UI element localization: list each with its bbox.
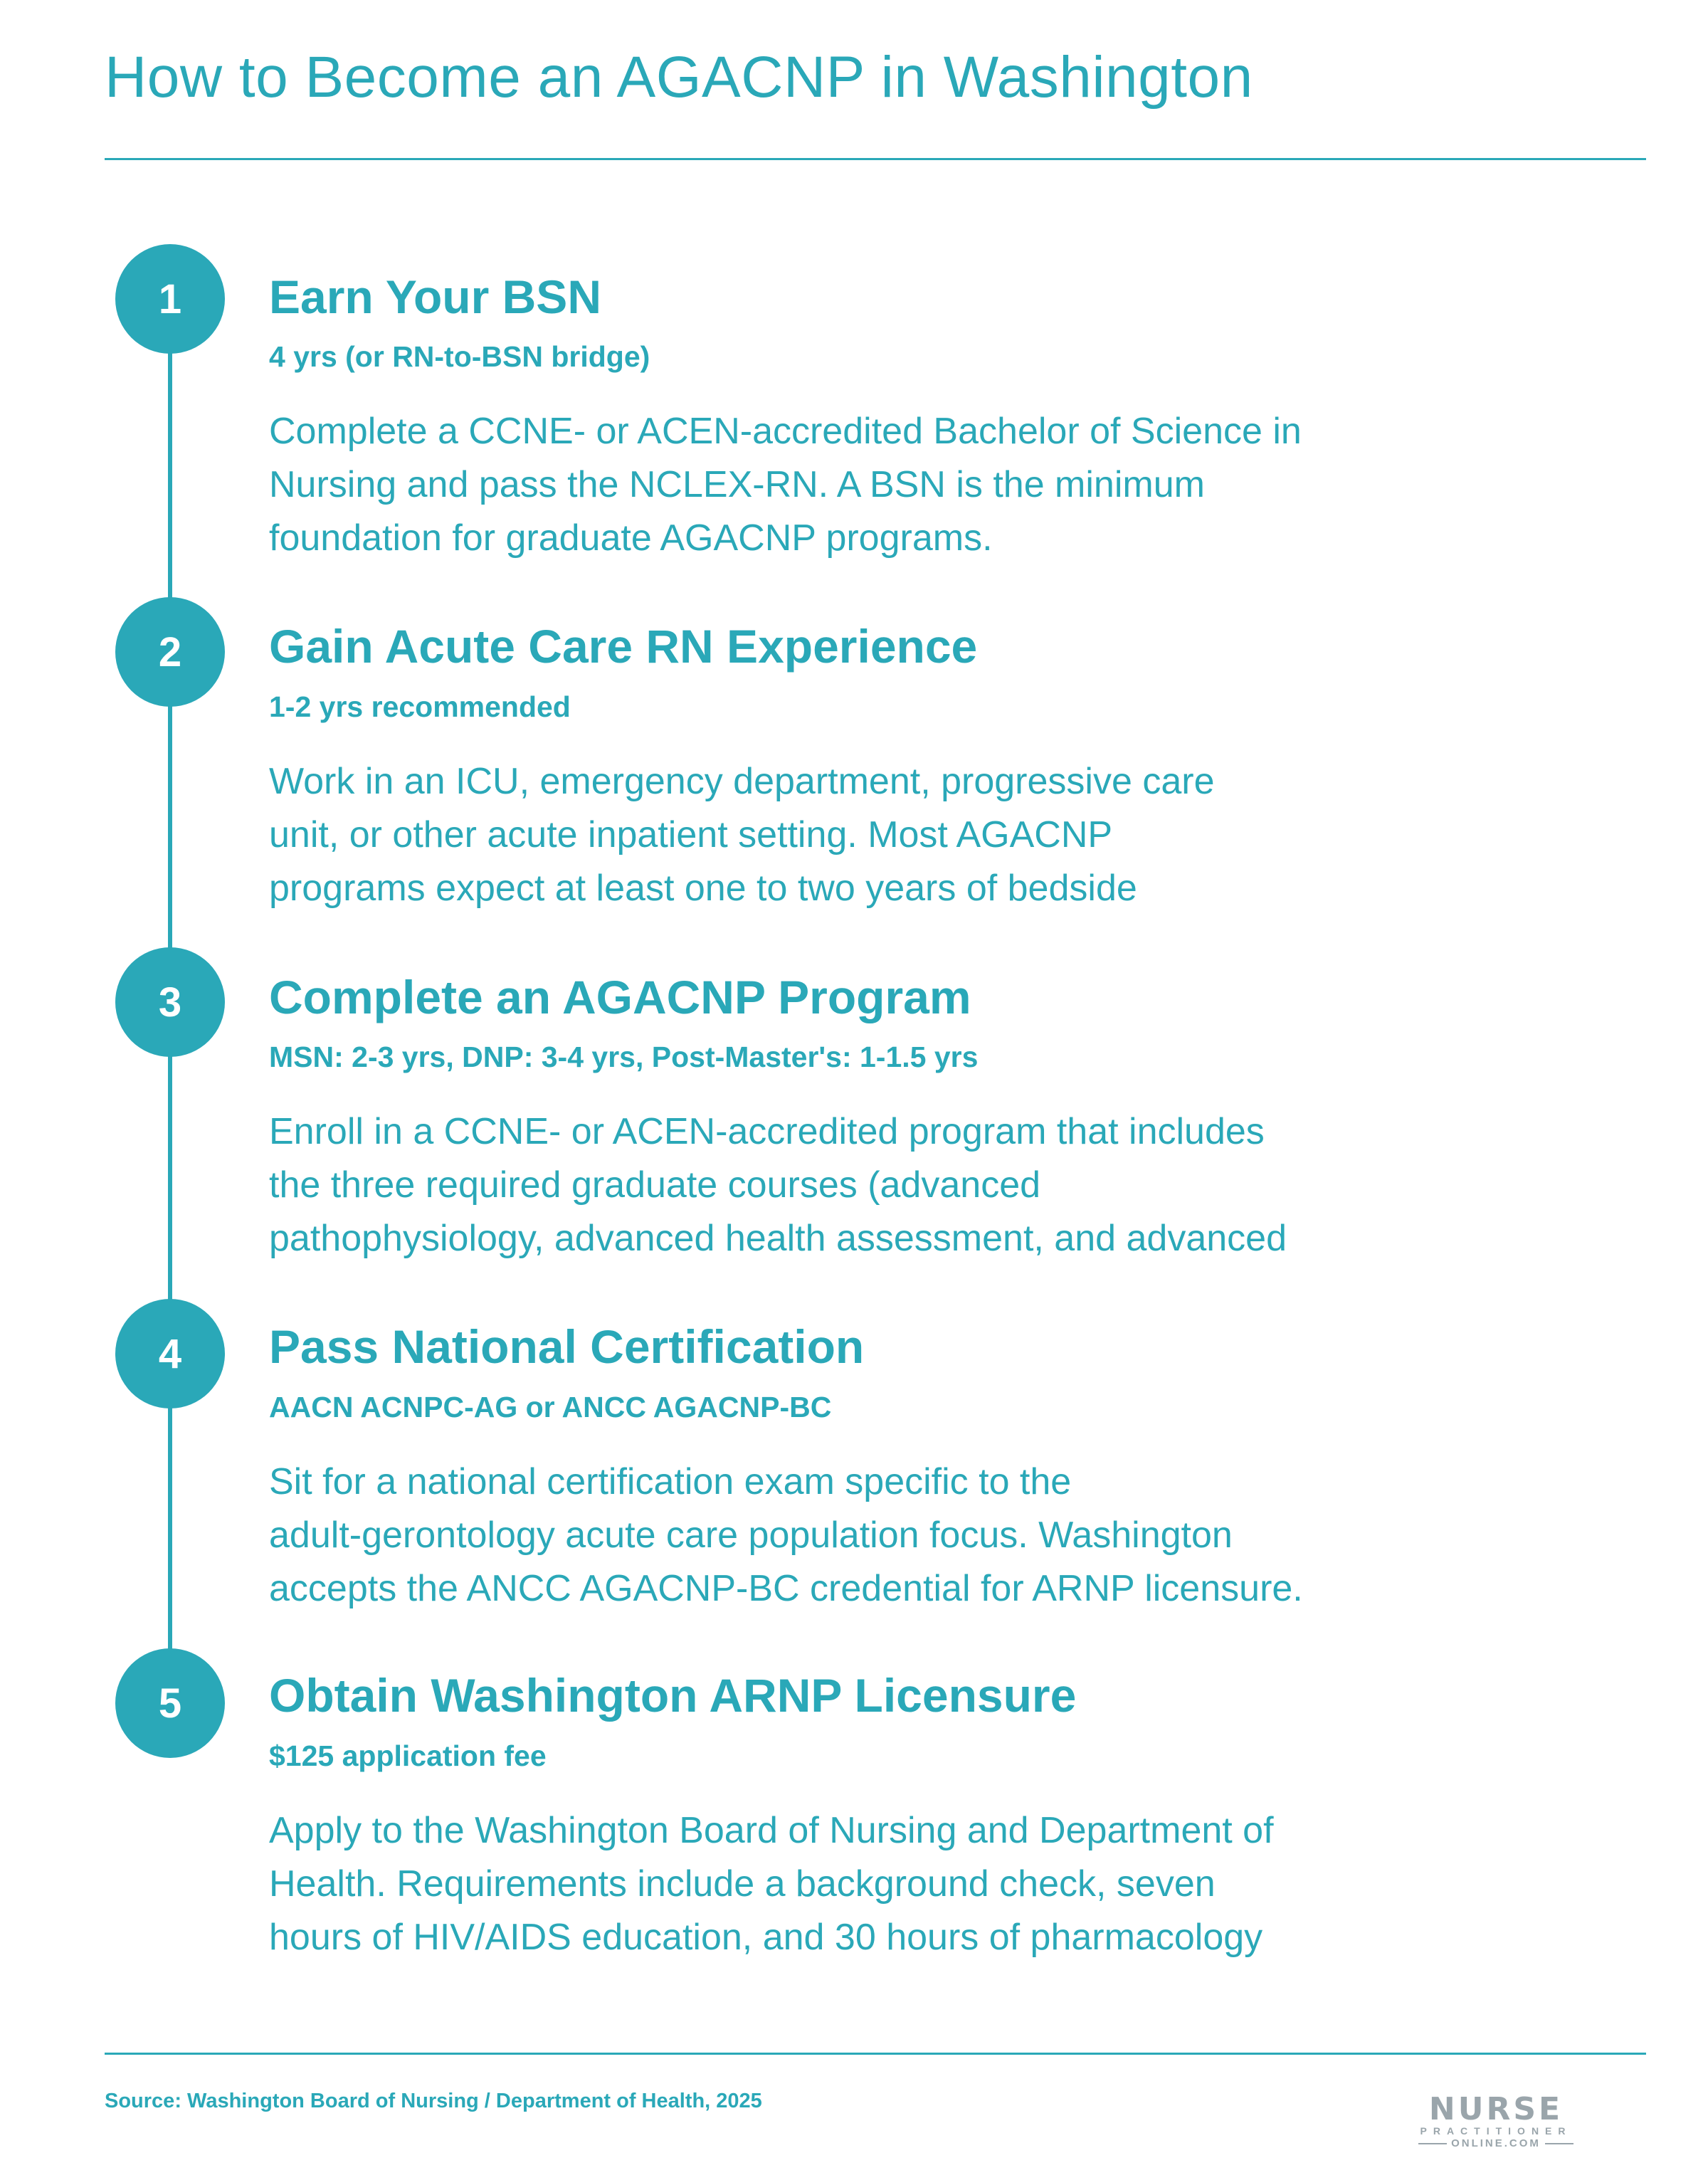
step-description-line: foundation for graduate AGACNP programs. (269, 517, 993, 559)
logo-dash-left (1418, 2143, 1447, 2144)
step-number-circle: 5 (115, 1648, 225, 1758)
step-description (269, 755, 1450, 915)
step-subtitle: AACN ACNPC-AG or ANCC AGACNP-BC (269, 1391, 832, 1423)
step-description-line: Apply to the Washington Board of Nursing and Department of (269, 1810, 1274, 1851)
logo-word-nurse: NURSE (1428, 2091, 1564, 2127)
step-subtitle: MSN: 2-3 yrs, DNP: 3-4 yrs, Post-Master's: 1-1.5 yrs (269, 1041, 979, 1073)
page-title: How to Become an AGACNP in Washington (105, 45, 1253, 110)
step-description-line: Nursing and pass the NCLEX-RN. A BSN is the minimum (269, 464, 1205, 505)
step-number-circle: 3 (115, 947, 225, 1057)
source-note: Source: Washington Board of Nursing / Department of Health, 2025 (105, 2090, 762, 2112)
step-number-circle: 2 (115, 597, 225, 707)
logo-word-online: ONLINE.COM (1451, 2137, 1541, 2149)
step-subtitle: $125 application fee (269, 1739, 547, 1772)
step-description-line: Work in an ICU, emergency department, progressive care (269, 761, 1215, 802)
step-title: Complete an AGACNP Program (269, 971, 971, 1023)
step-number-circle: 1 (115, 244, 225, 354)
step-description-line: Sit for a national certification exam specific to the (269, 1461, 1072, 1502)
step-title: Earn Your BSN (269, 270, 601, 323)
step-subtitle: 1-2 yrs recommended (269, 690, 571, 723)
logo-dash-right (1545, 2143, 1573, 2144)
nurse-practitioner-online-logo (1389, 2091, 1603, 2158)
step-description (269, 1105, 1450, 1265)
step-description-line: hours of HIV/AIDS education, and 30 hours of pharmacology (269, 1917, 1263, 1958)
step-description-line: accepts the ANCC AGACNP-BC credential for ARNP licensure. (269, 1568, 1303, 1609)
step-number-circle: 4 (115, 1299, 225, 1408)
logo-word-practitioner: PRACTITIONER (1420, 2125, 1572, 2137)
step-title: Obtain Washington ARNP Licensure (269, 1669, 1077, 1722)
step-description (269, 405, 1450, 565)
step-description (269, 1804, 1450, 1964)
step-description-line: pathophysiology, advanced health assessment, and advanced (269, 1218, 1287, 1259)
logo-tagline (1389, 2137, 1603, 2149)
step-description-line: Health. Requirements include a background check, seven (269, 1863, 1216, 1905)
step-description-line: Complete a CCNE- or ACEN-accredited Bachelor of Science in (269, 411, 1302, 452)
step-description (269, 1455, 1450, 1616)
top-divider (105, 158, 1646, 160)
step-description-line: adult-gerontology acute care population focus. Washington (269, 1515, 1233, 1556)
step-description-line: programs expect at least one to two years of bedside (269, 868, 1137, 909)
step-description-line: Enroll in a CCNE- or ACEN-accredited program that includes (269, 1111, 1265, 1152)
step-title: Gain Acute Care RN Experience (269, 620, 978, 673)
step-description-line: unit, or other acute inpatient setting. Most AGACNP (269, 814, 1113, 855)
step-subtitle: 4 yrs (or RN-to-BSN bridge) (269, 340, 650, 373)
bottom-divider (105, 2053, 1646, 2055)
step-description-line: the three required graduate courses (advanced (269, 1164, 1041, 1206)
step-title: Pass National Certification (269, 1320, 865, 1373)
